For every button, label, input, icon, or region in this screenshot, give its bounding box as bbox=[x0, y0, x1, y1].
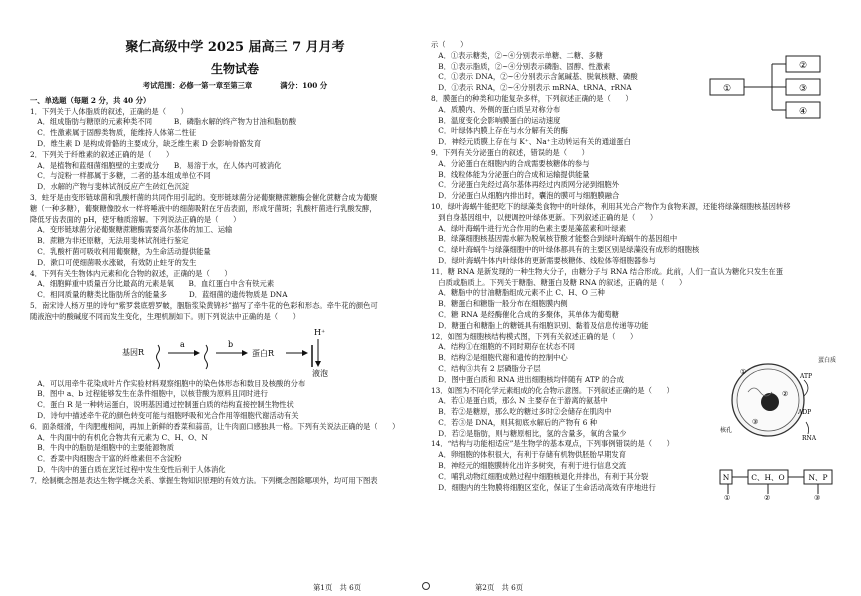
text-line: D．牛肉中的蛋白质在烹饪过程中发生变性后利于人体消化 bbox=[30, 464, 226, 474]
text-line: B．绿藻细胞核基因需水解为脱氧核苷酸才能整合到绿叶海蜗牛的基因组中 bbox=[431, 234, 678, 244]
text-line: C．蛋白 R 是一种转运蛋白，说明基因通过控制蛋白质的结构直接控制生物性状 bbox=[30, 400, 294, 410]
text-line: C．糖 RNA 是经酶催化合成的多聚体，其单体为葡萄糖 bbox=[431, 309, 619, 319]
svg-text:③: ③ bbox=[814, 494, 821, 500]
text-line: C．哺乳动物红细胞成熟过程中细胞核退化并排出，有利于其分裂 bbox=[431, 471, 649, 481]
svg-text:③: ③ bbox=[798, 84, 808, 94]
text-line: C．香菜中肉细胞含干富的纤维素但不含淀粉 bbox=[30, 454, 182, 464]
svg-text:C、H、O: C、H、O bbox=[751, 473, 785, 482]
text-line: B．结构②是细胞代谢和遗传的控制中心 bbox=[431, 353, 568, 363]
hplus-label: H⁺ bbox=[314, 327, 326, 337]
text-line: D．若②是脂肪，则与糖原相比，氢的含量多，氧的含量少 bbox=[431, 428, 627, 438]
text-line: C．①表示 DNA，②~④分别表示含氮碱基、脱氧核糖、磷酸 bbox=[431, 72, 638, 82]
text-line: D．神经元质膜上存在与 K⁺、Na⁺主动转运有关的通道蛋白 bbox=[431, 137, 631, 147]
atp-label: ATP bbox=[800, 373, 813, 380]
text-line: 9．下列有关分泌蛋白的叙述，错误的是（ ） bbox=[431, 147, 589, 157]
exam-scope: 考试范围：必修一第一章至第三章 bbox=[142, 81, 253, 90]
svg-text:②: ② bbox=[798, 61, 808, 71]
arrow-a-head bbox=[194, 350, 200, 356]
text-line: 2．下列关于纤维素的叙述正确的是（ ） bbox=[30, 149, 174, 159]
text-line: 13．如图为不同化学元素组成的化合物示意图。下列叙述正确的是（ ） bbox=[431, 385, 674, 395]
text-line: B．若②是糖原，那么吃的糖过多时②会储存在肌肉中 bbox=[431, 407, 612, 417]
question-block-5-7 bbox=[30, 379, 440, 487]
exam-subtitle: 生物试卷 bbox=[210, 62, 259, 76]
text-line: B．牛肉中的脂肪是细胞中的主要能源物质 bbox=[30, 443, 175, 453]
text-line: D．水解的产物与斐林试剂反应产生砖红色沉淀 bbox=[30, 182, 190, 192]
mrna-strand bbox=[205, 345, 208, 369]
text-line: 白质或脂质上。下列关于糖脂、糖蛋白及糖 RNA 的叙述，正确的是（ ） bbox=[431, 277, 687, 287]
exam-title: 聚仁高级中学 2025 届高三 7 月月考 bbox=[125, 40, 345, 55]
exam-meta bbox=[30, 81, 440, 92]
left-page bbox=[30, 40, 440, 570]
text-line: A．细胞鲜重中质量百分比最高的元素是氧 B．血红蛋白中含有铁元素 bbox=[30, 279, 275, 289]
text-line: A．组成脂肪与糖原的元素种类不同 B．磷脂水解的终产物为甘油和脂肪酸 bbox=[30, 117, 297, 127]
svg-text:②: ② bbox=[764, 494, 771, 500]
text-line: A．绿叶海蜗牛进行光合作用的色素主要是藻蓝素和叶绿素 bbox=[431, 223, 626, 233]
text-line: B．温度变化会影响膜蛋白的运动速度 bbox=[431, 115, 561, 125]
text-line: B．①表示脂质，②~④分别表示磷脂、固醇、性激素 bbox=[431, 61, 611, 71]
text-line: 5．南宋诗人杨万里的诗句“紫罗裳底碧罗帔，胭脂浆染黄锦衫”描写了牵牛花的色彩和形态。牵牛花的颜色可 bbox=[30, 300, 378, 310]
text-line: D．绿叶海蜗牛体内叶绿体的更新需要核糖体、线粒体等细胞器参与 bbox=[431, 255, 656, 265]
text-line: 8．膜蛋白的种类和功能复杂多样，下列叙述正确的是（ ） bbox=[431, 93, 633, 103]
svg-text:④: ④ bbox=[798, 107, 808, 117]
rna-label: RNA bbox=[802, 435, 817, 442]
text-line: A．质膜内、外侧的蛋白质呈对称分布 bbox=[431, 104, 561, 114]
text-line: A．牛肉面中的有机化合物共有元素为 C、H、O、N bbox=[30, 432, 208, 442]
text-line: A．①表示糖类，②~④分别表示单糖、二糖、多糖 bbox=[431, 50, 603, 60]
protein-label: 蛋白质 bbox=[818, 357, 837, 364]
vacuole-label: 液泡 bbox=[312, 368, 328, 378]
text-line: D．分泌蛋白从细胞内排出时，囊泡的膜可与细胞膜融合 bbox=[431, 191, 620, 201]
svg-text:N: N bbox=[722, 473, 730, 482]
text-line: B．蔗糖为非还原糖，无法用斐林试剂进行鉴定 bbox=[30, 236, 189, 246]
text-line: 3．蛀牙是由变形链球菌和乳酸杆菌的共同作用引起的。变形链球菌分泌葡聚糖蔗糖酶会催化蔗糖合成为葡聚 bbox=[30, 192, 378, 202]
text-line: 14．“结构与功能相适应”是生物学的基本观点，下列事例错误的是（ ） bbox=[431, 439, 674, 449]
q5-figure bbox=[30, 323, 440, 379]
gene-expression-diagram bbox=[30, 323, 440, 379]
gene-label: 基因R bbox=[122, 347, 145, 357]
svg-text:①: ① bbox=[740, 368, 747, 376]
text-line: 1．下列关于人体脂质的叙述，正确的是（ ） bbox=[30, 106, 188, 116]
question-block-1-5 bbox=[30, 107, 440, 323]
text-line: 糖（一种多糖），葡聚糖像胶水一样将唾液中的细菌吸附在牙齿表面，形成牙菌斑；乳酸杆菌进行乳酸发酵， bbox=[30, 203, 377, 213]
section-heading: 一、单选题（每题 2 分，共 40 分） bbox=[30, 95, 151, 105]
page-number-left: 第1页 共 6页 bbox=[313, 583, 362, 592]
arrow-c-head bbox=[302, 350, 308, 356]
text-line: D．漱口可使细菌吸水涨破，有效防止蛀牙的发生 bbox=[30, 257, 197, 267]
q12-nucleus-figure bbox=[718, 352, 838, 444]
text-line: 4．下列有关生物体内元素和化合物的叙述，正确的是（ ） bbox=[30, 268, 232, 278]
text-line: 降低牙齿表面的 pH，使牙釉质溶解。下列说法正确的是（ ） bbox=[30, 214, 241, 224]
text-line: C．绿叶海蜗牛与绿藻细胞中的叶绿体都具有的主要区别是绿藻没有成形的细胞核 bbox=[431, 245, 700, 255]
text-line: C．若③是 DNA，则其彻底水解后的产物有 6 种 bbox=[431, 417, 598, 427]
dna-strand bbox=[157, 345, 160, 369]
text-line: 7．绘制概念图是表达生物学概念关系、掌握生物知识原理的有效方法。下列概念图除哪项外，均可用下图表 bbox=[30, 475, 378, 485]
text-line: D．诗句中描述牵牛花的颜色转变可能与细胞呼吸和光合作用等细胞代谢活动有关 bbox=[30, 410, 299, 420]
text-line: 12．如图为细胞核结构模式图，下列有关叙述正确的是（ ） bbox=[431, 331, 638, 341]
svg-text:①: ① bbox=[722, 84, 732, 94]
svg-text:①: ① bbox=[724, 494, 731, 500]
text-line: A．糖脂中的甘油糖脂组成元素不止 C、H、O 三种 bbox=[431, 288, 605, 298]
text-line: C．分泌蛋白先经过高尔基体再经过内质网分泌到细胞外 bbox=[431, 180, 620, 190]
text-line: A．变形链球菌分泌葡聚糖蔗糖酶需要高尔基体的加工、运输 bbox=[30, 225, 233, 235]
text-line: 11．糖 RNA 是新发现的一种生物大分子，由糖分子与 RNA 结合形成。此前，人们一直认为糖化只发生在蛋 bbox=[431, 266, 784, 276]
text-line: D．维生素 D 是构成骨骼的主要成分，缺乏维生素 D 会影响骨骼发育 bbox=[30, 138, 262, 148]
process-a-label: a bbox=[180, 339, 185, 349]
q13-element-figure bbox=[718, 454, 836, 500]
text-line: C．叶绿体内膜上存在与水分解有关的酶 bbox=[431, 126, 568, 136]
text-line: B．神经元的细胞膜转化出许多树突，有利于进行信息交流 bbox=[431, 461, 627, 471]
text-line: C．性激素属于固醇类物质，能维持人体第二性征 bbox=[30, 128, 197, 138]
process-b-label: b bbox=[228, 339, 234, 349]
text-line: 随液泡中的酸碱度不同而发生变化，生理机制如下。则下列说法中正确的是（ ） bbox=[30, 311, 300, 321]
text-line: D．①表示 RNA，②~④分别表示 mRNA、tRNA、rRNA bbox=[431, 83, 632, 93]
text-line: B．线粒体能为分泌蛋白的合成和运输提供能量 bbox=[431, 169, 590, 179]
q7-concept-figure bbox=[708, 52, 838, 124]
text-line: A．是植物和蓝细菌细胞壁的主要成分 B．易溶于水，在人体内可被消化 bbox=[30, 160, 282, 170]
hplus-arrow-head bbox=[315, 361, 321, 367]
text-line: 到自身基因组中，以便调控叶绿体更新。下列叙述正确的是（ ） bbox=[431, 212, 658, 222]
text-line: A．分泌蛋白在细胞内的合成需要核糖体的参与 bbox=[431, 158, 590, 168]
text-line: C．结构③共有 2 层磷脂分子层 bbox=[431, 363, 541, 373]
text-line: B．图中 a、b 过程能够发生在条件细胞中，以核苷酸为原料且同时进行 bbox=[30, 389, 268, 399]
text-line: D．糖蛋白和糖脂上的糖链具有细胞识别、黏着及信息传递等功能 bbox=[431, 320, 649, 330]
binding-hole-icon bbox=[422, 582, 430, 590]
page-number-right: 第2页 共 6页 bbox=[475, 583, 524, 592]
text-line: C．相同质量的糖类比脂肪所含的能量多 D．蓝细菌的遗传物质是 DNA bbox=[30, 290, 288, 300]
text-line: D．图中蛋白质和 RNA 进出细胞核均伴随有 ATP 的合成 bbox=[431, 374, 624, 384]
arrow-b-head bbox=[242, 350, 248, 356]
text-line: 示（ ） bbox=[431, 40, 468, 49]
adp-label: ADP bbox=[798, 409, 812, 416]
svg-text:③: ③ bbox=[752, 418, 759, 426]
svg-text:N、P: N、P bbox=[808, 473, 828, 482]
protein-r-label: 蛋白R bbox=[252, 348, 275, 358]
text-line: A．可以用牵牛花染成叶片作实验材料观察细胞中的染色体形态和数目及核酸的分布 bbox=[30, 378, 306, 388]
text-line: A．若①是蛋白质，那么 N 主要存在于游离的氨基中 bbox=[431, 396, 608, 406]
pore-label: 核孔 bbox=[720, 427, 733, 434]
text-line: D．细胞内的生物膜将细胞区室化，保证了生命活动高效有序地进行 bbox=[431, 482, 656, 492]
text-line: B．糖蛋白和糖脂一般分布在细胞膜内侧 bbox=[431, 299, 568, 309]
exam-score: 满分：100 分 bbox=[280, 81, 328, 90]
svg-text:②: ② bbox=[782, 390, 789, 398]
text-line: 10．绿叶海蜗牛能把吃下的绿藻类食物中的叶绿体，利用其光合产物作为食物来源，还能将绿藻细胞核基因转移 bbox=[431, 201, 791, 211]
text-line: C．与淀粉一样都属于多糖，二者的基本组成单位不同 bbox=[30, 171, 211, 181]
text-line: A．卵细胞的体积很大，有利于存储有机物供胚胎早期发育 bbox=[431, 450, 626, 460]
text-line: 6．面条细滑，牛肉肥瘦相间，再加上新鲜的香菜和蒜苗，让牛肉面口感独具一格。下列有关说法正确的是（ ） bbox=[30, 421, 400, 431]
text-line: C．乳酸杆菌可吸收利用葡聚糖，为生命活动提供能量 bbox=[30, 246, 211, 256]
text-line: A．结构①在细胞的不同时期存在状态不同 bbox=[431, 342, 575, 352]
